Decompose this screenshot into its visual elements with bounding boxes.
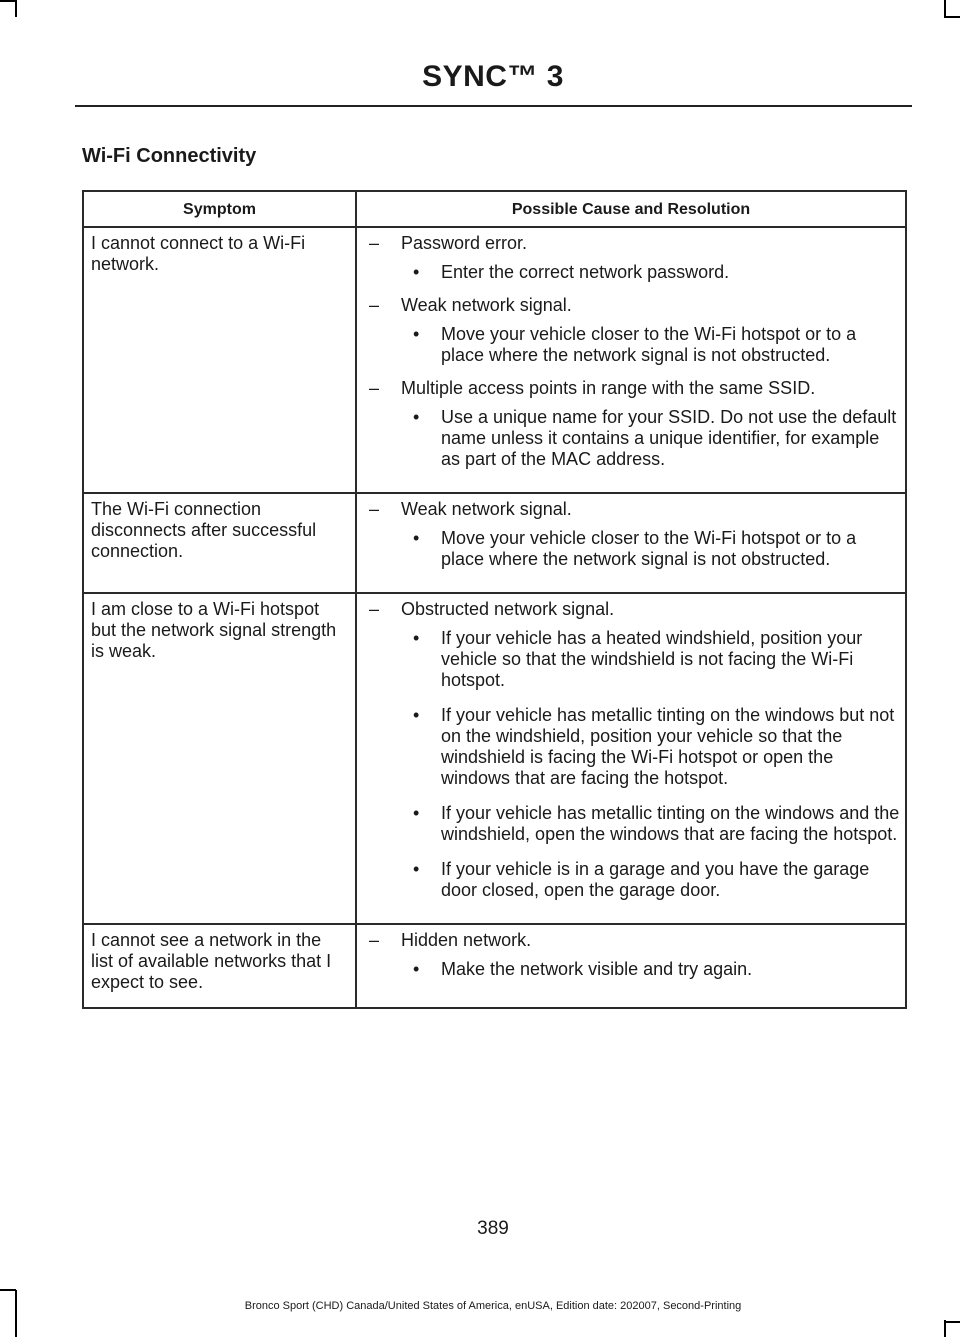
resolution-item bbox=[369, 705, 901, 789]
cause-resolution-cell bbox=[356, 227, 906, 493]
cause-resolution-cell bbox=[356, 493, 906, 593]
cause-item bbox=[369, 930, 901, 951]
symptom-cell: I cannot connect to a Wi-Fi network. bbox=[83, 227, 356, 493]
dash-marker: – bbox=[369, 295, 380, 315]
page-footer: Bronco Sport (CHD) Canada/United States of America, enUSA, Edition date: 202007, Second-Printing bbox=[244, 1300, 742, 1312]
troubleshooting-table bbox=[82, 190, 907, 1009]
bullet-marker: • bbox=[413, 528, 420, 548]
table-row bbox=[83, 227, 906, 493]
bullet-marker: • bbox=[413, 324, 420, 344]
table-body bbox=[83, 227, 906, 1008]
bullet-marker: • bbox=[413, 859, 420, 879]
resolution-text: If your vehicle has a heated windshield, position your vehicle so that the windshield is not facing the Wi-Fi hotspot. bbox=[441, 628, 863, 690]
dash-marker: – bbox=[369, 599, 380, 619]
symptom-cell: The Wi-Fi connection disconnects after successful connection. bbox=[83, 493, 356, 593]
resolution-item bbox=[369, 628, 901, 691]
cause-text: Hidden network. bbox=[401, 930, 532, 950]
resolution-text: If your vehicle has metallic tinting on the windows but not on the windshield, position your vehicle so that the windshield is facing the Wi-Fi hotspot or open the windows that are facing the hotspot. bbox=[441, 705, 895, 788]
symptom-cell: I cannot see a network in the list of available networks that I expect to see. bbox=[83, 924, 356, 1008]
crop-mark bbox=[15, 0, 17, 17]
column-header-symptom: Symptom bbox=[83, 191, 356, 227]
cause-item bbox=[369, 599, 901, 620]
resolution-text: If your vehicle has metallic tinting on the windows and the windshield, open the windows that are facing the hotspot. bbox=[441, 803, 900, 844]
resolution-item bbox=[369, 959, 901, 980]
resolution-text: If your vehicle is in a garage and you have the garage door closed, open the garage door. bbox=[441, 859, 870, 900]
table-row bbox=[83, 493, 906, 593]
dash-marker: – bbox=[369, 930, 380, 950]
bullet-marker: • bbox=[413, 803, 420, 823]
header-divider bbox=[75, 105, 912, 107]
bullet-marker: • bbox=[413, 705, 420, 725]
cause-item bbox=[369, 233, 901, 254]
bullet-marker: • bbox=[413, 262, 420, 282]
table-row bbox=[83, 593, 906, 924]
crop-mark bbox=[0, 0, 16, 2]
crop-mark bbox=[944, 16, 960, 18]
resolution-text: Move your vehicle closer to the Wi-Fi hotspot or to a place where the network signal is not obstructed. bbox=[441, 324, 857, 365]
resolution-item bbox=[369, 407, 901, 470]
cause-text: Obstructed network signal. bbox=[401, 599, 615, 619]
crop-mark bbox=[0, 1289, 16, 1291]
cause-text: Weak network signal. bbox=[401, 295, 572, 315]
cause-text: Multiple access points in range with the same SSID. bbox=[401, 378, 816, 398]
resolution-item bbox=[369, 528, 901, 570]
resolution-item bbox=[369, 859, 901, 901]
section-title: Wi-Fi Connectivity bbox=[82, 145, 257, 167]
dash-marker: – bbox=[369, 378, 380, 398]
bullet-marker: • bbox=[413, 959, 420, 979]
column-header-cause-resolution: Possible Cause and Resolution bbox=[356, 191, 906, 227]
cause-item bbox=[369, 295, 901, 316]
symptom-cell: I am close to a Wi-Fi hotspot but the network signal strength is weak. bbox=[83, 593, 356, 924]
cause-text: Weak network signal. bbox=[401, 499, 572, 519]
resolution-text: Use a unique name for your SSID. Do not use the default name unless it contains a unique identifier, for example as part of the MAC address. bbox=[441, 407, 897, 469]
page-number: 389 bbox=[477, 1218, 509, 1239]
resolution-item bbox=[369, 324, 901, 366]
table-header-row bbox=[83, 191, 906, 227]
dash-marker: – bbox=[369, 499, 380, 519]
resolution-item bbox=[369, 803, 901, 845]
cause-text: Password error. bbox=[401, 233, 528, 253]
bullet-marker: • bbox=[413, 628, 420, 648]
resolution-text: Enter the correct network password. bbox=[441, 262, 730, 282]
cause-resolution-cell bbox=[356, 924, 906, 1008]
crop-mark bbox=[15, 1290, 17, 1337]
resolution-text: Move your vehicle closer to the Wi-Fi hotspot or to a place where the network signal is not obstructed. bbox=[441, 528, 857, 569]
cause-resolution-cell bbox=[356, 593, 906, 924]
resolution-item bbox=[369, 262, 901, 283]
cause-item bbox=[369, 499, 901, 520]
resolution-text: Make the network visible and try again. bbox=[441, 959, 753, 979]
cause-item bbox=[369, 378, 901, 399]
dash-marker: – bbox=[369, 233, 380, 253]
page-header-title: SYNC™ 3 bbox=[422, 60, 564, 93]
bullet-marker: • bbox=[413, 407, 420, 427]
crop-mark bbox=[944, 1321, 960, 1323]
crop-mark bbox=[944, 0, 946, 17]
table-row bbox=[83, 924, 906, 1008]
